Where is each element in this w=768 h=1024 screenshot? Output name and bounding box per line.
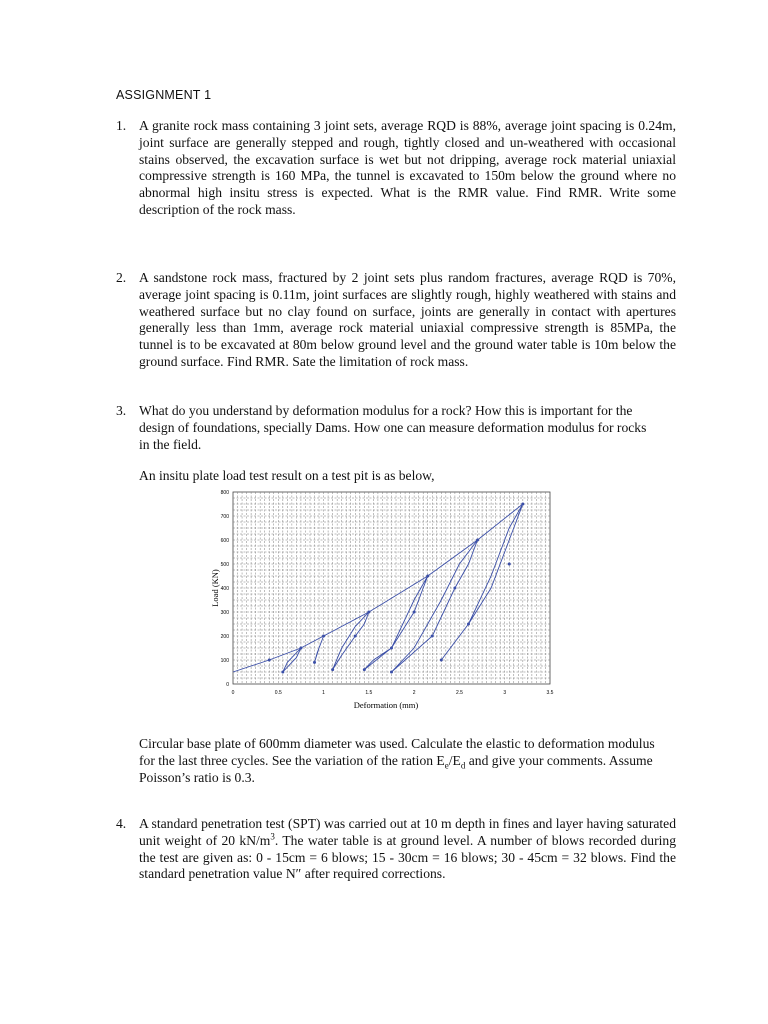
data-point	[367, 611, 370, 614]
x-tick-label: 1	[322, 690, 325, 696]
question-2	[116, 270, 676, 371]
y-tick-label: 300	[220, 610, 229, 616]
question-number: 4.	[116, 816, 127, 831]
question-text: A sandstone rock mass, fractured by 2 joint sets plus random fractures, average RQD is 70%, average joint spacing is 0.11m, joint surfaces are slightly rough, highly weathered with stains and weathered surface but no clay found on surface, joints are generally in contact with apertures generally less than 1mm, average rock material uniaxial compressive strength is 85MPa, the tunnel is to be excavated at 80m below ground level and the ground water table is 10m below the ground surface. Find RMR. Sate the limitation of rock mass.	[139, 270, 676, 369]
data-point	[390, 647, 393, 650]
question-text: A standard penetration test (SPT) was carried out at 10 m depth in fines and layer having saturated unit weight of 20 kN/m	[139, 816, 676, 848]
x-tick-label: 0.5	[274, 690, 282, 696]
y-tick-label: 800	[220, 490, 229, 496]
x-tick-label: 0	[231, 690, 235, 696]
question-number: 1.	[116, 118, 127, 133]
data-point	[467, 623, 470, 626]
assignment-heading: ASSIGNMENT 1	[116, 88, 212, 102]
question-1	[116, 118, 676, 219]
data-point	[440, 659, 443, 662]
data-point	[299, 647, 302, 650]
x-tick-label: 3	[503, 690, 507, 696]
plate-load-chart	[204, 486, 564, 712]
data-point	[508, 563, 511, 566]
x-tick-label: 1.5	[365, 690, 373, 696]
data-point	[476, 539, 479, 542]
x-axis-title: Deformation (mm)	[353, 700, 419, 710]
chart-grid	[233, 492, 550, 684]
question-text: /E	[448, 752, 461, 768]
question-text: and give your comments. Assume Poisson’s ratio is 0.3.	[139, 752, 653, 785]
subscript-d: d	[460, 760, 466, 771]
data-point	[363, 668, 366, 671]
data-point	[453, 587, 456, 590]
y-tick-label: 700	[220, 514, 229, 520]
question-text: . The water table is at ground level. A number of blows recorded during the test are given as: 0 - 15cm = 6 blows; 15 - 30cm = 16 blows; 30 - 45cm = 32 blows. Find the standard penetration value N″ after required corrections.	[139, 832, 676, 882]
data-point	[521, 503, 524, 506]
y-tick-label: 500	[220, 562, 229, 568]
data-point	[431, 635, 434, 638]
superscript: 3	[270, 831, 275, 842]
question-number: 3.	[116, 403, 127, 418]
plate-load-intro: An insitu plate load test result on a test pit is as below,	[139, 468, 435, 483]
question-text: A granite rock mass containing 3 joint sets, average RQD is 88%, average joint spacing is 0.24m, joint surface are generally stepped and rough, tightly closed and un-weathered with occasional stains observed, the excavation surface is wet but not dripping, average rock material uniaxial compressive strength is 160 MPa, the tunnel is excavated to 150m below the ground where no abnormal high insitu stress is expected. What is the RMR value. Find RMR. Write some description of the rock mass.	[139, 118, 676, 217]
y-tick-label: 0	[226, 682, 229, 688]
question-text: Circular base plate of 600mm diameter was used. Calculate the elastic to deformation modulus for the last three cycles. See the variation of the ration E	[139, 736, 655, 768]
data-point	[413, 611, 416, 614]
y-tick-label: 200	[220, 634, 229, 640]
data-point	[426, 575, 429, 578]
question-text: What do you understand by deformation modulus for a rock? How this is important for the design of foundations, specially Dams. How one can measure deformation modulus for rocks in the field.	[139, 403, 647, 452]
question-4	[116, 816, 676, 883]
data-point	[322, 635, 325, 638]
y-tick-label: 100	[220, 658, 229, 664]
data-point	[268, 659, 271, 662]
data-point	[390, 671, 393, 674]
subscript-e: e	[444, 760, 449, 771]
data-point	[354, 635, 357, 638]
x-tick-label: 2	[412, 690, 416, 696]
question-number: 2.	[116, 270, 127, 285]
y-axis-title: Load (KN)	[210, 569, 220, 607]
plate-load-question	[139, 736, 659, 786]
question-text	[139, 816, 676, 883]
data-point	[281, 671, 284, 674]
question-3	[116, 403, 656, 453]
x-tick-label: 2.5	[455, 690, 463, 696]
y-tick-label: 400	[220, 586, 229, 592]
y-tick-label: 600	[220, 538, 229, 544]
x-tick-label: 3.5	[546, 690, 554, 696]
data-point	[331, 668, 334, 671]
data-point	[313, 661, 316, 664]
